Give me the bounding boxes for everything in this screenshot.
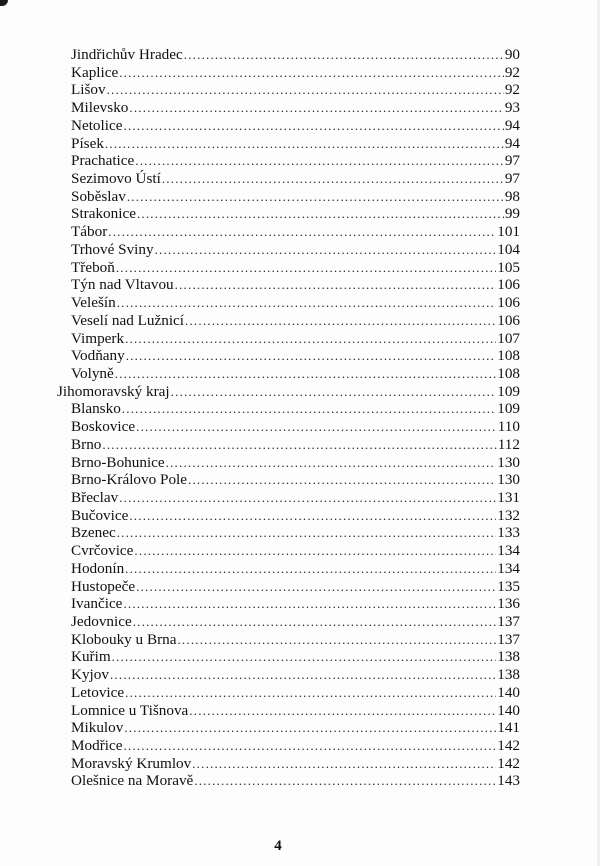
toc-dot-leader [129,99,503,117]
toc-dot-leader [171,383,497,401]
toc-entry-page: 94 [504,134,520,152]
toc-entry-title: Prachatice [71,152,135,170]
toc-entry-title: Vimperk [71,329,125,347]
toc-entry-page: 130 [497,471,520,489]
toc-entry-page: 132 [497,506,520,524]
toc-dot-leader [102,436,496,454]
toc-dot-leader [185,312,496,330]
toc-entry[interactable] [0,205,520,223]
toc-entry-page: 137 [497,613,520,630]
toc-entry-page: 133 [497,524,520,542]
toc-dot-leader [123,117,503,135]
toc-entry-page: 109 [497,400,520,418]
toc-entry-page: 108 [497,364,520,382]
toc-dot-leader [188,471,496,489]
toc-entry-title: Soběslav [71,187,126,205]
toc-entry-page: 90 [504,46,520,63]
toc-entry-title: Trhové Sviny [71,240,154,258]
toc-entry[interactable] [0,276,520,294]
toc-entry-title: Brno-Královo Pole [71,471,187,489]
toc-entry-title: Sezimovo Ústí [71,170,161,188]
toc-entry-page: 143 [497,772,520,790]
toc-entry[interactable] [0,152,520,170]
toc-entry-page: 106 [497,294,520,312]
toc-dot-leader [119,489,496,507]
toc-entry[interactable] [0,578,520,596]
toc-dot-leader [125,560,496,578]
toc-entry-page: 138 [497,648,520,666]
toc-entry[interactable] [0,489,520,507]
toc-dot-leader [126,347,497,365]
toc-entry-title: Lomnice u Tišnova [71,701,189,719]
toc-dot-leader [177,631,496,649]
toc-entry-page: 140 [497,683,520,701]
toc-entry-title: Strakonice [71,205,136,223]
toc-dot-leader [162,170,504,188]
toc-entry[interactable] [0,294,520,312]
scan-corner-mark [0,0,8,6]
toc-entry[interactable] [0,347,520,365]
toc-entry[interactable] [0,471,520,489]
toc-entry-page: 142 [497,737,520,755]
toc-entry-page: 141 [497,719,520,737]
toc-entry-page: 112 [497,435,520,453]
toc-entry-title: Kaplice [71,63,119,81]
toc-entry-title: Týn nad Vltavou [71,276,174,294]
toc-entry-title: Velešín [71,294,116,312]
toc-entry[interactable] [0,259,520,277]
table-of-contents [0,46,600,790]
toc-entry[interactable] [0,755,520,773]
toc-entry[interactable] [0,170,520,188]
toc-entry[interactable] [0,99,520,117]
toc-entry-page: 94 [504,116,520,134]
toc-entry[interactable] [0,631,520,649]
toc-entry-title: Mikulov [71,719,124,737]
toc-dot-leader [184,46,504,64]
toc-entry[interactable] [0,117,520,135]
toc-entry[interactable] [0,400,520,418]
toc-entry[interactable] [0,542,520,560]
toc-entry-page: 110 [497,418,520,436]
toc-entry-page: 136 [497,595,520,613]
toc-entry-title: Kyjov [71,666,109,684]
toc-entry[interactable] [0,560,520,578]
toc-entry-title: Jindřichův Hradec [71,46,183,63]
toc-dot-leader [107,81,504,99]
toc-entry-page: 140 [497,701,520,719]
toc-dot-leader [117,294,497,312]
toc-dot-leader [135,152,504,170]
toc-dot-leader [136,418,497,436]
toc-dot-leader [166,454,497,472]
toc-entry-page: 107 [497,329,520,347]
toc-dot-leader [124,719,496,737]
toc-entry[interactable] [0,64,520,82]
toc-dot-leader [122,400,496,418]
toc-entry-title: Volyně [71,364,114,382]
toc-entry-page: 138 [497,666,520,684]
toc-entry-title: Klobouky u Brna [71,630,177,648]
toc-entry-title: Břeclav [71,488,119,506]
toc-entry-title: Hodonín [71,559,125,577]
toc-entry-page: 135 [497,577,520,595]
toc-dot-leader [116,259,496,277]
toc-entry-title: Písek [71,134,104,152]
toc-entry[interactable] [0,648,520,666]
toc-entry-title: Jihomoravský kraj [57,382,170,400]
toc-entry[interactable] [0,772,520,790]
toc-entry[interactable] [0,418,520,436]
toc-entry-title: Cvrčovice [71,542,134,560]
toc-entry-title: Letovice [71,683,125,701]
toc-entry-title: Třeboň [71,258,115,276]
toc-dot-leader [175,276,497,294]
toc-entry-title: Hustopeče [71,577,136,595]
toc-entry-page: 130 [497,453,520,471]
toc-dot-leader [192,755,496,773]
toc-entry-title: Tábor [71,223,108,241]
toc-dot-leader [125,684,496,702]
toc-entry-title: Milevsko [71,99,129,117]
toc-entry[interactable] [0,595,520,613]
toc-entry-title: Kuřim [71,648,111,666]
toc-entry-title: Blansko [71,400,121,418]
toc-entry-title: Bzenec [71,524,116,542]
toc-entry-page: 131 [497,488,520,506]
toc-entry-page: 97 [504,170,520,188]
toc-entry[interactable] [0,524,520,542]
toc-entry-title: Ivančice [71,595,123,613]
toc-entry-page: 105 [497,258,520,276]
toc-dot-leader [137,205,504,223]
toc-entry-title: Bučovice [71,506,129,524]
toc-entry-page: 101 [497,223,520,241]
toc-entry[interactable] [0,46,520,64]
toc-entry-title: Moravský Krumlov [71,754,192,772]
toc-entry[interactable] [0,454,520,472]
toc-dot-leader [110,666,496,684]
toc-entry-page: 98 [504,187,520,205]
toc-dot-leader [136,578,496,596]
toc-entry-page: 106 [497,311,520,329]
toc-dot-leader [155,241,497,259]
toc-entry[interactable] [0,702,520,720]
page-number: 4 [274,838,282,854]
toc-entry[interactable] [0,81,520,99]
toc-entry[interactable] [0,507,520,525]
toc-dot-leader [127,188,504,206]
toc-dot-leader [112,648,497,666]
toc-entry[interactable] [0,613,520,631]
toc-dot-leader [117,524,497,542]
toc-entry-title: Netolice [71,116,123,134]
toc-dot-leader [189,702,496,720]
toc-dot-leader [125,330,496,348]
toc-entry-page: 104 [497,240,520,258]
toc-entry-page: 106 [497,276,520,294]
toc-entry[interactable] [0,241,520,259]
toc-section-heading[interactable] [0,383,520,401]
toc-entry-title: Veselí nad Lužnicí [71,311,185,329]
toc-entry[interactable] [0,223,520,241]
toc-dot-leader [133,613,496,631]
toc-entry-page: 92 [504,81,520,99]
toc-entry[interactable] [0,666,520,684]
toc-entry-title: Brno-Bohunice [71,453,165,471]
toc-entry-page: 108 [497,347,520,365]
toc-entry-page: 142 [497,754,520,772]
toc-dot-leader [134,542,496,560]
toc-entry-page: 109 [497,382,520,400]
toc-dot-leader [123,595,496,613]
toc-entry[interactable] [0,312,520,330]
toc-entry-title: Olešnice na Moravě [71,772,194,790]
toc-entry-page: 134 [497,542,520,560]
toc-entry-title: Boskovice [71,418,136,436]
toc-entry-title: Vodňany [71,347,125,365]
toc-entry-title: Lišov [71,81,106,99]
toc-dot-leader [123,737,496,755]
toc-dot-leader [119,64,504,82]
toc-entry-page: 97 [504,152,520,170]
toc-entry[interactable] [0,436,520,454]
toc-entry-page: 92 [504,63,520,81]
toc-entry-page: 137 [497,630,520,648]
toc-entry-page: 99 [504,205,520,223]
toc-entry[interactable] [0,330,520,348]
toc-entry-page: 134 [497,559,520,577]
toc-dot-leader [105,135,504,153]
toc-dot-leader [115,365,496,383]
toc-entry-title: Modřice [71,737,123,755]
toc-entry-title: Brno [71,435,102,453]
toc-entry[interactable] [0,188,520,206]
toc-entry[interactable] [0,719,520,737]
toc-entry[interactable] [0,365,520,383]
toc-entry-page: 93 [504,99,520,117]
toc-entry[interactable] [0,135,520,153]
toc-dot-leader [194,772,496,790]
toc-dot-leader [129,507,496,525]
toc-dot-leader [108,223,496,241]
toc-entry[interactable] [0,684,520,702]
toc-entry-title: Jedovnice [71,613,132,630]
toc-entry[interactable] [0,737,520,755]
